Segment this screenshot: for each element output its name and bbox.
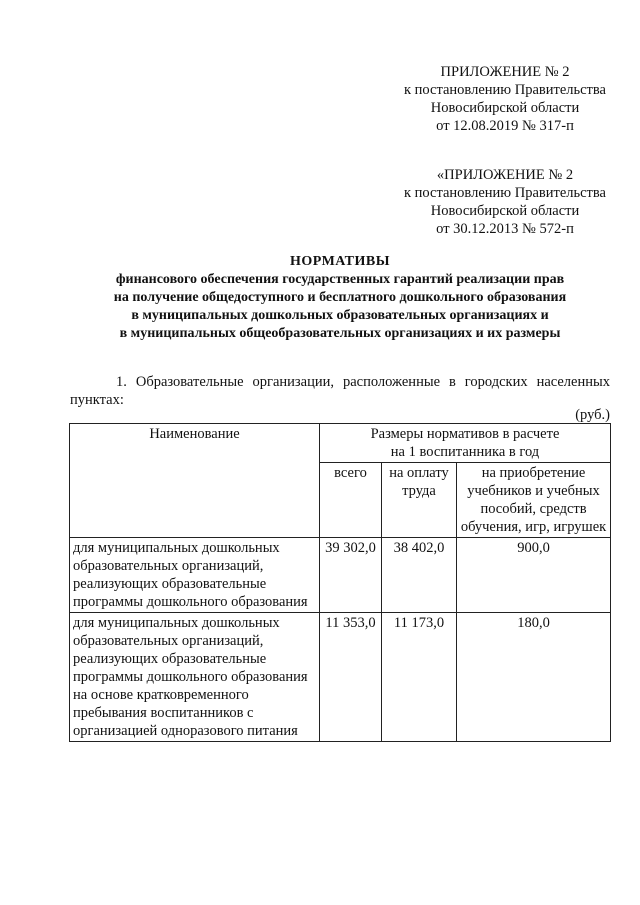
appendix-region-line: Новосибирской области [430, 100, 580, 116]
norms-table [69, 423, 611, 742]
currency-unit: (руб.) [575, 407, 610, 423]
header-sizes-line: Размеры нормативов в расчете [370, 426, 560, 442]
appendix-header-current [380, 63, 630, 135]
row-total: 11 353,0 [320, 613, 382, 742]
appendix-resolution-line: к постановлению Правительства [404, 82, 606, 98]
table-row [70, 613, 611, 742]
document-title: НОРМАТИВЫ [290, 254, 390, 269]
section-1-heading: 1. Образовательные организации, расположенные в городских населенных пунктах: [70, 374, 610, 408]
appendix-title: ПРИЛОЖЕНИЕ № 2 [440, 64, 570, 80]
row-name: для муниципальных дошкольных образовательных организаций, реализующих образовательные программы дошкольного образования [70, 538, 320, 613]
table-header-row [70, 424, 611, 463]
row-salary: 11 173,0 [382, 613, 457, 742]
appendix-date-number: от 30.12.2013 № 572-п [436, 221, 574, 237]
document-subtitle-line: в муниципальных общеобразовательных организациях и их размеры [119, 326, 561, 341]
header-sizes-line: на 1 воспитанника в год [390, 444, 540, 460]
row-name: для муниципальных дошкольных образовательных организаций, реализующих образовательные программы дошкольного образования на основе кратковременного пребывания воспитанников с организацией одноразового питания [70, 613, 320, 742]
header-sizes [320, 424, 611, 463]
document-subtitle-line: в муниципальных дошкольных образовательных организациях и [131, 308, 549, 323]
header-salary-line: на оплату [389, 465, 449, 481]
header-total: всего [320, 463, 382, 538]
appendix-region-line: Новосибирской области [430, 203, 580, 219]
header-salary-line: труда [402, 483, 436, 499]
appendix-resolution-line: к постановлению Правительства [404, 185, 606, 201]
appendix-header-original [380, 166, 630, 238]
document-title-block [30, 253, 640, 343]
appendix-date-number: от 12.08.2019 № 317-п [436, 118, 574, 134]
row-materials: 180,0 [457, 613, 611, 742]
appendix-title: «ПРИЛОЖЕНИЕ № 2 [436, 167, 574, 183]
document-subtitle-line: финансового обеспечения государственных гарантий реализации прав [115, 272, 565, 287]
row-total: 39 302,0 [320, 538, 382, 613]
table-row [70, 538, 611, 613]
header-salary [382, 463, 457, 538]
row-materials: 900,0 [457, 538, 611, 613]
row-salary: 38 402,0 [382, 538, 457, 613]
header-name: Наименование [70, 424, 320, 538]
header-materials: на приобретение учебников и учебных пособий, средств обучения, игр, игрушек [457, 463, 611, 538]
document-subtitle-line: на получение общедоступного и бесплатного дошкольного образования [113, 290, 567, 305]
